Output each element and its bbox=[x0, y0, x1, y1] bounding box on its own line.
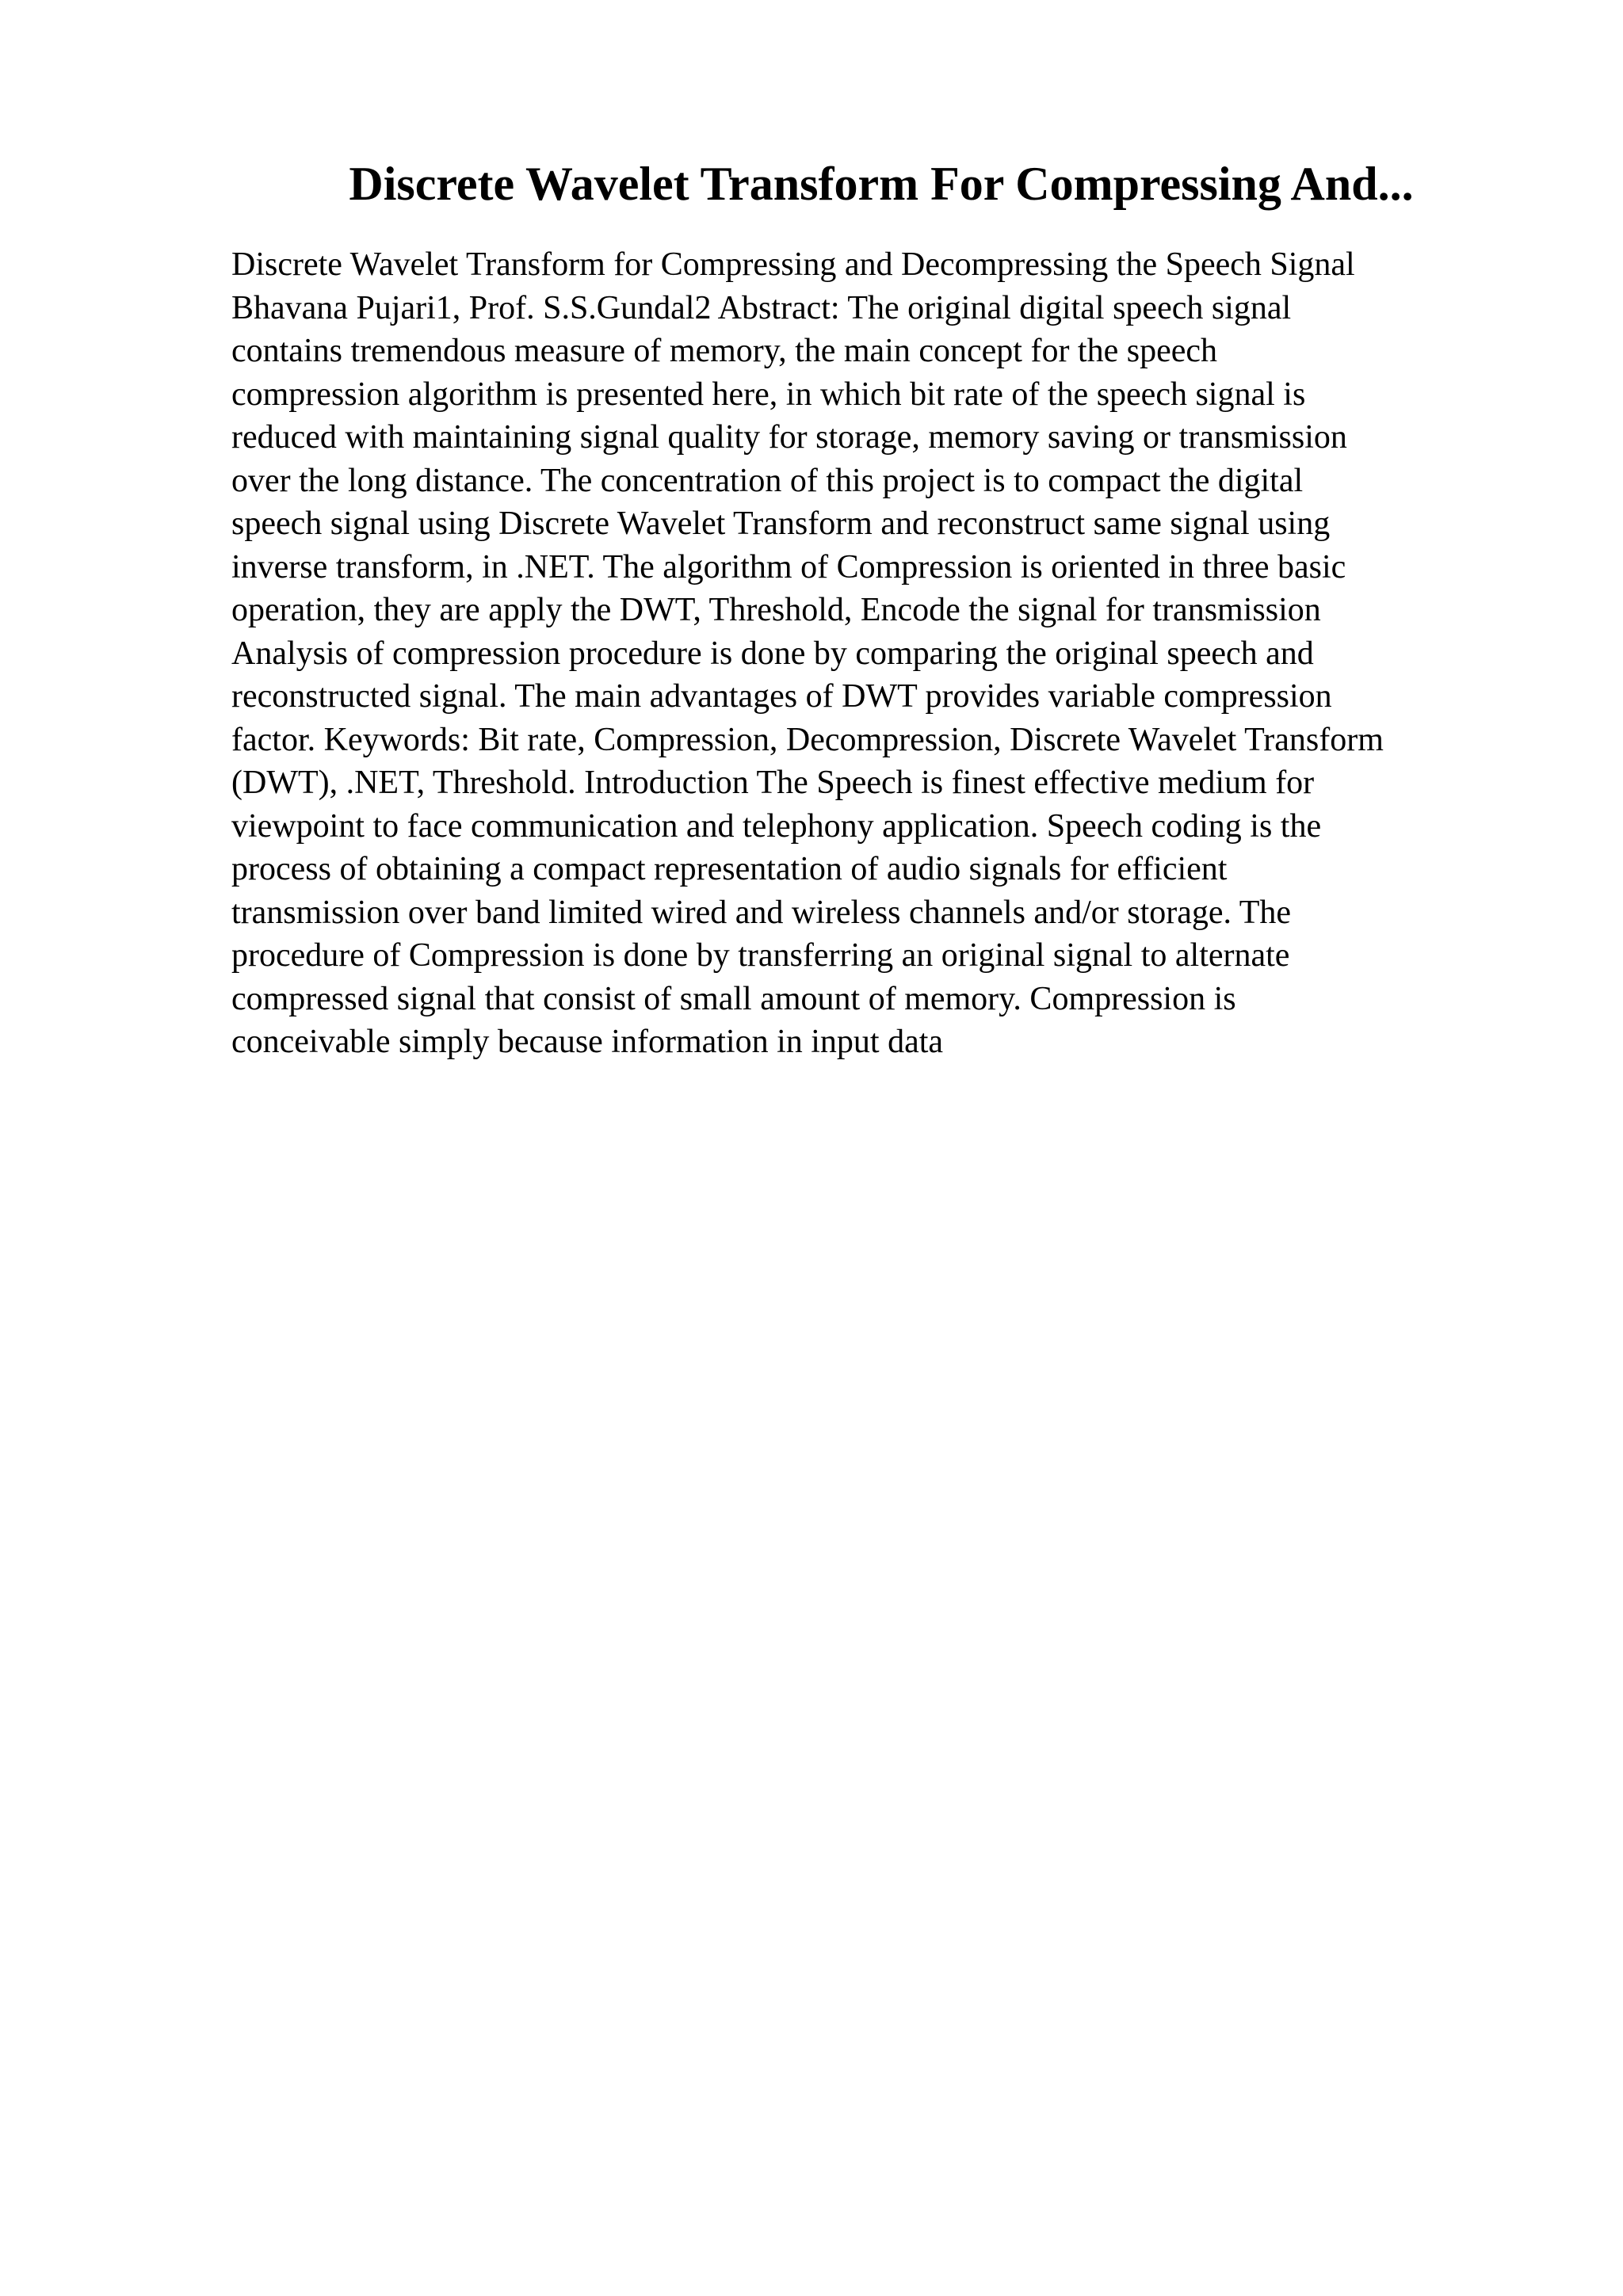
body-line: Discrete Wavelet Transform for Compressing and Decompressing the Speech Signal bbox=[231, 246, 1355, 283]
document-body bbox=[231, 243, 1531, 1064]
body-line: reconstructed signal. The main advantages of DWT provides variable compression bbox=[231, 678, 1332, 715]
body-line: over the long distance. The concentration of this project is to compact the digital bbox=[231, 462, 1304, 499]
body-line: reduced with maintaining signal quality for storage, memory saving or transmission bbox=[231, 419, 1347, 456]
body-line: viewpoint to face communication and telephony application. Speech coding is the bbox=[231, 807, 1322, 845]
body-line: operation, they are apply the DWT, Threshold, Encode the signal for transmission bbox=[231, 592, 1321, 628]
body-line: factor. Keywords: Bit rate, Compression, Decompression, Discrete Wavelet Transform bbox=[231, 721, 1384, 758]
document-title: Discrete Wavelet Transform For Compressing And... bbox=[349, 158, 1414, 210]
body-line: Analysis of compression procedure is done by comparing the original speech and bbox=[231, 635, 1314, 672]
body-line: procedure of Compression is done by transferring an original signal to alternate bbox=[231, 937, 1290, 974]
body-line: contains tremendous measure of memory, the main concept for the speech bbox=[231, 333, 1218, 369]
body-line: compressed signal that consist of small amount of memory. Compression is bbox=[231, 980, 1236, 1017]
body-line: process of obtaining a compact representation of audio signals for efficient bbox=[231, 851, 1228, 887]
body-line: (DWT), .NET, Threshold. Introduction The Speech is finest effective medium for bbox=[231, 765, 1315, 801]
body-line: speech signal using Discrete Wavelet Transform and reconstruct same signal using bbox=[231, 505, 1331, 542]
body-line: Bhavana Pujari1, Prof. S.S.Gundal2 Abstract: The original digital speech signal bbox=[231, 289, 1292, 326]
body-line: compression algorithm is presented here, in which bit rate of the speech signal is bbox=[231, 376, 1306, 413]
body-line: inverse transform, in .NET. The algorithm of Compression is oriented in three basic bbox=[231, 548, 1346, 585]
body-line: transmission over band limited wired and wireless channels and/or storage. The bbox=[231, 894, 1292, 931]
body-line: conceivable simply because information in input data bbox=[231, 1024, 944, 1060]
